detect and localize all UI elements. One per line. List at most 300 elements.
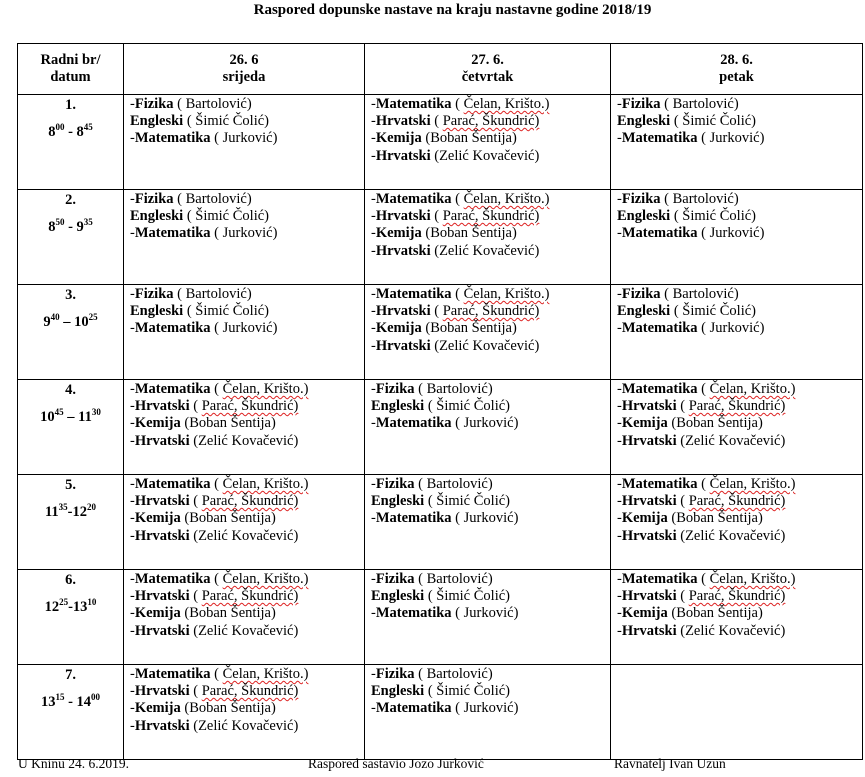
teacher-name: (Boban Šentija) <box>671 510 763 527</box>
lesson-entry <box>371 208 606 225</box>
entry-prefix: - <box>130 381 135 397</box>
subject-name: Fizika <box>621 191 661 207</box>
teacher-name: Čelan, Krišto.) <box>463 286 550 302</box>
lesson-cell <box>611 95 863 190</box>
entry-separator: ( <box>424 588 437 605</box>
header-day-1 <box>124 44 365 95</box>
lesson-entry <box>130 303 360 320</box>
entry-separator: ( <box>414 666 427 682</box>
lesson-entry <box>371 700 606 717</box>
entry-prefix: - <box>617 622 622 639</box>
schedule-row <box>18 285 863 380</box>
time-minutes: 15 <box>55 692 65 703</box>
entry-prefix: - <box>130 493 135 510</box>
lesson-entry <box>617 320 858 337</box>
teacher-name: Šimić Čolić) <box>195 208 269 225</box>
entry-prefix: - <box>130 666 135 682</box>
entry-prefix: - <box>130 622 135 639</box>
entry-prefix: - <box>617 381 622 397</box>
teacher-name: (Zelić Kovačević) <box>434 242 540 259</box>
lesson-entry <box>130 320 360 337</box>
subject-name: Hrvatski <box>134 588 190 605</box>
teacher-name: (Zelić Kovačević) <box>680 527 786 544</box>
teacher-name: (Boban Šentija) <box>425 225 517 242</box>
entry-prefix: - <box>130 588 135 605</box>
subject-name: Hrvatski <box>621 527 677 544</box>
entry-separator: ( <box>451 605 464 622</box>
subject-name: Hrvatski <box>621 622 677 639</box>
subject-name: Hrvatski <box>621 493 677 510</box>
entry-prefix: - <box>130 130 135 147</box>
slot-time <box>43 314 97 330</box>
subject-name: Hrvatski <box>134 717 190 734</box>
entry-separator: ( <box>210 130 223 147</box>
entry-separator: ( <box>183 113 196 130</box>
time-hour: 12 <box>44 599 60 615</box>
time-minutes: 20 <box>87 502 97 513</box>
entry-separator: ( <box>670 113 683 130</box>
entry-separator: ( <box>173 191 186 207</box>
subject-name: Matematika <box>375 605 452 622</box>
entry-separator: ( <box>414 476 427 492</box>
lesson-entry <box>617 493 858 510</box>
entry-prefix: - <box>617 130 622 147</box>
entry-prefix: - <box>371 337 376 354</box>
teacher-name: Bartolović) <box>426 571 493 587</box>
lesson-entry <box>130 191 360 208</box>
entry-prefix: - <box>371 208 376 225</box>
subject-name: Hrvatski <box>621 432 677 449</box>
subject-name: Hrvatski <box>375 113 431 130</box>
day-name: četvrtak <box>461 69 514 85</box>
subject-name: Hrvatski <box>134 493 190 510</box>
entry-prefix: - <box>130 571 135 587</box>
time-hour: 13 <box>40 694 56 710</box>
entry-prefix: - <box>130 527 135 544</box>
slot-number: 7. <box>65 667 76 683</box>
teacher-name: Bartolović) <box>672 191 739 207</box>
entry-prefix: - <box>130 286 135 302</box>
lesson-entry <box>130 381 360 398</box>
subject-name: Engleski <box>371 588 425 605</box>
lesson-entry <box>130 96 360 113</box>
time-minutes: 00 <box>91 692 101 703</box>
subject-name: Kemija <box>621 415 668 432</box>
lesson-entry <box>371 476 606 493</box>
entry-prefix: - <box>371 286 376 302</box>
time-hour: 11 <box>44 504 59 520</box>
subject-name: Hrvatski <box>621 588 677 605</box>
lesson-entry <box>130 113 360 130</box>
teacher-name: (Zelić Kovačević) <box>193 527 299 544</box>
entry-separator: ( <box>660 191 673 207</box>
teacher-name: Šimić Čolić) <box>682 303 756 320</box>
entry-separator: ( <box>173 96 186 112</box>
lesson-entry <box>130 476 360 493</box>
lesson-entry <box>130 493 360 510</box>
entry-prefix: - <box>371 242 376 259</box>
subject-name: Matematika <box>375 700 452 717</box>
time-minutes: 10 <box>87 597 97 608</box>
entry-separator: ( <box>189 683 202 700</box>
lesson-entry <box>130 510 360 527</box>
subject-name: Kemija <box>134 415 181 432</box>
subject-name: Matematika <box>375 415 452 432</box>
entry-prefix: - <box>617 225 622 242</box>
lesson-cell <box>124 570 365 665</box>
time-minutes: 45 <box>54 407 64 418</box>
teacher-name: (Boban Šentija) <box>184 700 276 717</box>
lesson-entry <box>371 415 606 432</box>
lesson-cell <box>124 285 365 380</box>
lesson-entry <box>617 415 858 432</box>
subject-name: Hrvatski <box>134 398 190 415</box>
entry-prefix: - <box>371 476 376 492</box>
lesson-entry <box>130 605 360 622</box>
subject-name: Engleski <box>371 398 425 415</box>
entry-prefix: - <box>371 571 376 587</box>
teacher-name: (Boban Šentija) <box>671 605 763 622</box>
teacher-name: Parać, Škundrić) <box>201 683 299 700</box>
teacher-name: Parać, Škundrić) <box>201 398 299 415</box>
teacher-name: Jurković) <box>709 225 765 242</box>
subject-name: Hrvatski <box>134 527 190 544</box>
teacher-name: Jurković) <box>709 320 765 337</box>
subject-name: Fizika <box>134 286 174 302</box>
lesson-entry <box>617 130 858 147</box>
lesson-entry <box>617 113 858 130</box>
entry-separator: ( <box>676 493 689 510</box>
subject-name: Matematika <box>621 320 698 337</box>
subject-name: Kemija <box>134 510 181 527</box>
time-minutes: 40 <box>50 312 60 323</box>
teacher-name: Jurković) <box>709 130 765 147</box>
time-hour: 10 <box>40 409 55 425</box>
teacher-name: (Zelić Kovačević) <box>193 622 299 639</box>
subject-name: Matematika <box>375 510 452 527</box>
entry-separator: ( <box>424 398 437 415</box>
subject-name: Matematika <box>134 225 211 242</box>
entry-separator: ( <box>210 476 223 492</box>
slot-number: 6. <box>65 572 76 588</box>
lesson-entry <box>371 683 606 700</box>
teacher-name: Bartolović) <box>672 286 739 302</box>
entry-separator: ( <box>670 208 683 225</box>
subject-name: Fizika <box>621 96 661 112</box>
teacher-name: Šimić Čolić) <box>436 398 510 415</box>
lesson-entry <box>617 605 858 622</box>
teacher-name: (Boban Šentija) <box>425 320 517 337</box>
subject-name: Matematika <box>375 286 452 302</box>
lesson-entry <box>371 510 606 527</box>
header-slot-date <box>18 44 124 95</box>
subject-name: Engleski <box>130 208 184 225</box>
teacher-name: Šimić Čolić) <box>436 588 510 605</box>
day-date: 26. 6 <box>229 52 259 68</box>
slot-number: 4. <box>65 382 76 398</box>
lesson-entry <box>617 225 858 242</box>
entry-prefix: - <box>617 493 622 510</box>
lesson-entry <box>617 623 858 640</box>
subject-name: Matematika <box>134 381 211 397</box>
lesson-entry <box>371 113 606 130</box>
teacher-name: Šimić Čolić) <box>682 113 756 130</box>
header-line: datum <box>50 69 91 85</box>
lesson-entry <box>617 191 858 208</box>
lesson-entry <box>617 208 858 225</box>
lesson-entry <box>617 510 858 527</box>
time-hour: -13 <box>68 599 88 615</box>
teacher-name: Bartolović) <box>185 191 252 207</box>
lesson-cell <box>365 190 611 285</box>
lesson-entry <box>130 433 360 450</box>
teacher-name: Čelan, Krišto.) <box>222 476 309 492</box>
entry-separator: ( <box>210 320 223 337</box>
teacher-name: Jurković) <box>222 130 278 147</box>
footer-compiled-by: Raspored sastavio Jozo Jurković <box>308 756 484 771</box>
lesson-cell <box>365 665 611 760</box>
entry-prefix: - <box>130 415 135 432</box>
lesson-cell <box>611 665 863 760</box>
subject-name: Kemija <box>134 605 181 622</box>
entry-separator: ( <box>697 130 710 147</box>
lesson-entry <box>371 225 606 242</box>
lesson-entry <box>617 398 858 415</box>
subject-name: Matematika <box>621 571 698 587</box>
slot-time <box>40 409 101 425</box>
entry-prefix: - <box>130 96 135 112</box>
entry-prefix: - <box>371 147 376 164</box>
time-hour: - 9 <box>64 219 84 235</box>
schedule-table <box>17 43 863 760</box>
subject-name: Kemija <box>621 605 668 622</box>
day-date: 28. 6. <box>720 52 753 68</box>
entry-separator: ( <box>414 571 427 587</box>
teacher-name: Čelan, Krišto.) <box>222 381 309 397</box>
teacher-name: Jurković) <box>222 320 278 337</box>
entry-prefix: - <box>371 303 376 320</box>
teacher-name: Šimić Čolić) <box>682 208 756 225</box>
entry-prefix: - <box>617 605 622 622</box>
lesson-cell <box>611 475 863 570</box>
time-hour: -12 <box>67 504 88 520</box>
entry-prefix: - <box>617 510 622 527</box>
lesson-entry <box>371 381 606 398</box>
teacher-name: Jurković) <box>222 225 278 242</box>
header-day-2 <box>365 44 611 95</box>
entry-prefix: - <box>371 113 376 130</box>
entry-separator: ( <box>697 225 710 242</box>
lesson-entry <box>130 571 360 588</box>
entry-separator: ( <box>210 666 223 682</box>
time-hour: – 11 <box>63 409 92 425</box>
subject-name: Hrvatski <box>375 242 431 259</box>
header-row <box>18 44 863 95</box>
entry-separator: ( <box>414 381 427 397</box>
time-minutes: 00 <box>55 122 65 133</box>
lesson-entry <box>130 415 360 432</box>
document-title: Raspored dopunske nastave na kraju nastavne godine 2018/19 <box>253 2 652 18</box>
entry-separator: ( <box>697 476 710 492</box>
teacher-name: (Zelić Kovačević) <box>193 432 299 449</box>
entry-prefix: - <box>371 225 376 242</box>
entry-separator: ( <box>697 381 710 397</box>
subject-name: Fizika <box>134 191 174 207</box>
day-date: 27. 6. <box>471 52 504 68</box>
teacher-name: Bartolović) <box>185 96 252 112</box>
subject-name: Kemija <box>375 320 422 337</box>
entry-separator: ( <box>430 303 443 320</box>
lesson-entry <box>617 433 858 450</box>
lesson-cell <box>365 285 611 380</box>
day-name: petak <box>719 69 754 85</box>
subject-name: Matematika <box>621 476 698 492</box>
lesson-entry <box>371 191 606 208</box>
subject-name: Fizika <box>375 666 415 682</box>
entry-prefix: - <box>617 398 622 415</box>
teacher-name: (Boban Šentija) <box>184 415 276 432</box>
entry-separator: ( <box>189 398 202 415</box>
teacher-name: Jurković) <box>463 605 519 622</box>
entry-prefix: - <box>371 605 376 622</box>
subject-name: Matematika <box>621 381 698 397</box>
slot-time <box>48 124 93 140</box>
lesson-cell <box>365 475 611 570</box>
entry-separator: ( <box>451 96 464 112</box>
subject-name: Hrvatski <box>375 303 431 320</box>
entry-separator: ( <box>697 571 710 587</box>
slot-cell <box>18 665 124 760</box>
teacher-name: Jurković) <box>463 510 519 527</box>
schedule-body <box>18 95 863 760</box>
lesson-cell <box>124 380 365 475</box>
subject-name: Matematika <box>375 191 452 207</box>
entry-separator: ( <box>183 303 196 320</box>
header-line: Radni br/ <box>40 52 101 68</box>
lesson-entry <box>130 700 360 717</box>
subject-name: Engleski <box>617 113 671 130</box>
teacher-name: Šimić Čolić) <box>436 683 510 700</box>
teacher-name: Čelan, Krišto.) <box>709 476 796 492</box>
lesson-entry <box>130 683 360 700</box>
entry-separator: ( <box>210 381 223 397</box>
subject-name: Engleski <box>130 303 184 320</box>
lesson-entry <box>617 571 858 588</box>
entry-separator: ( <box>451 700 464 717</box>
lesson-entry <box>371 571 606 588</box>
subject-name: Engleski <box>371 493 425 510</box>
entry-prefix: - <box>371 510 376 527</box>
lesson-entry <box>130 286 360 303</box>
subject-name: Kemija <box>375 225 422 242</box>
subject-name: Hrvatski <box>375 337 431 354</box>
lesson-entry <box>371 148 606 165</box>
teacher-name: Šimić Čolić) <box>195 113 269 130</box>
footer-place-date: U Kninu 24. 6.2019. <box>18 756 129 771</box>
lesson-entry <box>371 398 606 415</box>
schedule-row <box>18 570 863 665</box>
teacher-name: Čelan, Krišto.) <box>222 571 309 587</box>
entry-separator: ( <box>660 96 673 112</box>
lesson-entry <box>371 320 606 337</box>
entry-prefix: - <box>617 571 622 587</box>
lesson-entry <box>371 588 606 605</box>
schedule-row <box>18 380 863 475</box>
lesson-entry <box>617 528 858 545</box>
entry-prefix: - <box>130 225 135 242</box>
lesson-entry <box>130 528 360 545</box>
lesson-entry <box>371 243 606 260</box>
subject-name: Matematika <box>134 320 211 337</box>
lesson-entry <box>617 588 858 605</box>
lesson-cell <box>124 190 365 285</box>
subject-name: Matematika <box>134 571 211 587</box>
teacher-name: (Boban Šentija) <box>184 510 276 527</box>
slot-time <box>45 599 97 615</box>
teacher-name: Čelan, Krišto.) <box>709 571 796 587</box>
lesson-cell <box>124 95 365 190</box>
teacher-name: Čelan, Krišto.) <box>709 381 796 397</box>
entry-prefix: - <box>130 398 135 415</box>
entry-separator: ( <box>424 493 437 510</box>
entry-prefix: - <box>617 476 622 492</box>
teacher-name: (Boban Šentija) <box>671 415 763 432</box>
subject-name: Fizika <box>375 571 415 587</box>
entry-separator: ( <box>660 286 673 302</box>
entry-prefix: - <box>371 191 376 207</box>
entry-separator: ( <box>210 571 223 587</box>
lesson-entry <box>371 303 606 320</box>
subject-name: Hrvatski <box>134 622 190 639</box>
teacher-name: Parać, Škundrić) <box>201 588 299 605</box>
subject-name: Fizika <box>621 286 661 302</box>
time-minutes: 35 <box>58 502 68 513</box>
lesson-cell <box>611 190 863 285</box>
entry-prefix: - <box>371 381 376 397</box>
entry-prefix: - <box>617 286 622 302</box>
entry-separator: ( <box>697 320 710 337</box>
entry-prefix: - <box>617 191 622 207</box>
lesson-entry <box>130 666 360 683</box>
entry-prefix: - <box>130 605 135 622</box>
time-hour: - 14 <box>64 694 92 710</box>
subject-name: Hrvatski <box>375 147 431 164</box>
entry-prefix: - <box>371 666 376 682</box>
teacher-name: Parać, Škundrić) <box>688 588 786 605</box>
teacher-name: (Boban Šentija) <box>184 605 276 622</box>
slot-cell <box>18 475 124 570</box>
teacher-name: Bartolović) <box>426 666 493 682</box>
lesson-entry <box>130 225 360 242</box>
lesson-cell <box>124 665 365 760</box>
schedule-row <box>18 475 863 570</box>
entry-separator: ( <box>173 286 186 302</box>
time-minutes: 25 <box>88 312 98 323</box>
entry-prefix: - <box>617 320 622 337</box>
slot-number: 5. <box>65 477 76 493</box>
entry-separator: ( <box>451 510 464 527</box>
entry-separator: ( <box>430 208 443 225</box>
teacher-name: Čelan, Krišto.) <box>222 666 309 682</box>
subject-name: Matematika <box>134 476 211 492</box>
time-minutes: 45 <box>83 122 93 133</box>
teacher-name: (Boban Šentija) <box>425 130 517 147</box>
subject-name: Matematika <box>134 130 211 147</box>
lesson-cell <box>611 380 863 475</box>
slot-cell <box>18 380 124 475</box>
teacher-name: Parać, Škundrić) <box>442 303 540 320</box>
slot-number: 2. <box>65 192 76 208</box>
